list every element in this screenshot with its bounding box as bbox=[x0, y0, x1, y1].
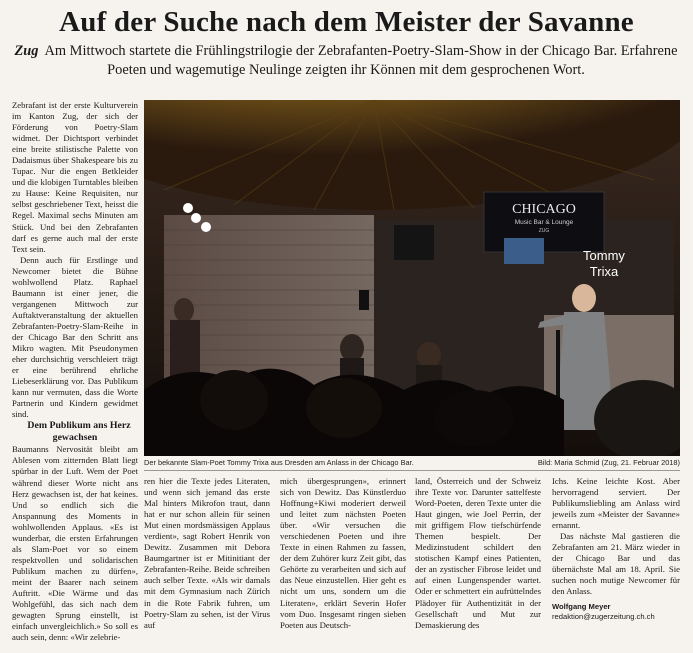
article-photo bbox=[144, 100, 680, 456]
author-name: Wolfgang Meyer bbox=[552, 601, 611, 611]
paragraph: Das nächste Mal gastieren die Zebrafanten am 21. März wieder in der Chicago Bar und das übernächste Mal am 18. April. Sie suchen noch mutige Newcomer für den Anlass. bbox=[552, 531, 680, 597]
photo-caption bbox=[144, 458, 680, 468]
paragraph: Denn auch für Erstlinge und Newcomer bietet die Bühne wohlwollend Platz. Raphael Baumann ist einer jener, die vergangenen Mittwoch zur Auftaktveranstaltung der aktuellen Zebrafanten-Poetry-Slam-Reihe in der Chicago Bar den Schritt ans Mikro wagten. Mit Pseudonymen eher durchsichtig verschleiert trägt er eine berührend ehrliche Liebeserklärung vor. Das Publikum kann nur vermuten, dass die Worte Partnerin und Kindern gewidmet sind. bbox=[12, 254, 138, 420]
photo-screen-name-1: Tommy bbox=[583, 248, 625, 263]
author-signature bbox=[552, 602, 680, 622]
author-email[interactable]: redaktion@zugerzeitung.ch.ch bbox=[552, 611, 655, 621]
paragraph: Zebrafant ist der erste Kulturverein im Kanton Zug, der sich der Förderung von Poetry-Slam widmet. Der Dichtsport verbindet eine breite stilistische Palette von Dadaismus über Shakespeare bis zu Tupac. Nur die engen Betkleider und die klobigen Turntables bleiben zu Hause: Keine Requisiten, nur selbst geschriebener Text, heisst die Regel. Maximal sechs Minuten am Stück. Und bei den Zebrafanten darf es gerne auch mal der erste Text sein. bbox=[12, 100, 138, 254]
photo-sign-small: ZUG bbox=[538, 228, 550, 234]
paragraph: Ichs. Keine leichte Kost. Aber hervorragend serviert. Der Publikumsliebling am Anlass wird jeweils zum «Meister der Savanne» ernannt. bbox=[552, 476, 680, 531]
column-1 bbox=[12, 100, 138, 650]
subheading: Dem Publikum ans Herz gewachsen bbox=[27, 420, 131, 444]
column-3 bbox=[280, 476, 406, 650]
paragraph: land, Österreich und der Schweiz ihre Texte vor. Darunter sattelfeste Word-Poeten, deren Texte unter die Haut gingen, wie Joel Perrin, der mit griffigem Flow tiefschürfende Themen bespielt. Der Medizinstudent schildert den stotischen Kampf eines Patienten, der an zystischer Fibrose leidet und auf einen Lungenspender wartet. Oder er schmettert ein aufrüttelndes Plädoyer für Authentizität in der Gesellschaft und Mut zur Demaskierung des bbox=[415, 476, 541, 630]
column-2 bbox=[144, 476, 270, 650]
lead-text: Am Mittwoch startete die Frühlingstrilogie der Zebrafanten-Poetry-Slam-Show in der Chicago Bar. Erfahrene Poeten und wagemutige Neulinge zeigten ihr Können mit dem gesprochenen Wort. bbox=[44, 43, 678, 78]
divider bbox=[144, 470, 680, 471]
paragraph: Baumanns Nervosität bleibt am Ablesen vom zitternden Blatt liegt spürbar in der Luft. Wem der Poet während dieser Worte nicht ans Herz gewachsen ist, der hat keines. Und so endlich sich die Anspannung des Moments in wohlwollenden Applaus. «Es ist wunderbar, die ersten Erfahrungen als Slam-Poet vor so einem respektvollen und solidarischen Publikum machen zu dürfen», meint der Baarer nach seinem Auftritt. «Die Wärme und das Wohlgefühl, das sich nach dem gewagten Sprung einstellt, ist einfach unvergleichlich.» So soll es auch sein, denn: «Wir zelebrie- bbox=[12, 444, 138, 643]
column-5 bbox=[552, 476, 680, 650]
caption-credit: Bild: Maria Schmid (Zug, 21. Februar 2018) bbox=[537, 458, 680, 467]
paragraph: mich übergesprungen», erinnert sich von Dewitz. Das Künstlerduo Hoffnung+Kiwi moderiert derweil und leitet zum nächsten Poeten über. «Wir versuchen die verschiedenen Poeten und ihre Texte in einen Rahmen zu fassen, der dem Zuhörer kurz Zeit gibt, das Gehörte zu verarbeiten und sich auf das Neue einzustellen. Hier geht es nicht um uns, sondern um die Literaten», erklärt Severin Hofer vom Duo. Insgesamt ringen sieben Poeten aus Deutsch- bbox=[280, 476, 406, 630]
paragraph: ren hier die Texte jedes Literaten, und wenn sich jemand das erste Mal hinters Mikrofon traut, dann hat er nur schon allein für seinen Mut einen mordsmässigen Applaus verdient», sagt Robert Henrik von Dewitz. Zusammen mit Debora Baumgartner ist er Mitinitiant der Zebrafanten-Reihe. Beide schreiben auch selber Texte. «Als wir damals mit dem Gymnasium nach Zürich in die Rote Fabrik fuhren, um Poetry-Slam zu sehen, ist der Virus auf bbox=[144, 476, 270, 630]
column-4 bbox=[415, 476, 541, 650]
lead-paragraph bbox=[12, 42, 680, 80]
caption-text: Der bekannte Slam-Poet Tommy Trixa aus Dresden am Anlass in der Chicago Bar. bbox=[144, 458, 414, 467]
photo-sign-name: CHICAGO bbox=[512, 202, 576, 217]
photo-sign-sub: Music Bar & Lounge bbox=[514, 219, 574, 226]
headline: Auf der Suche nach dem Meister der Savanne bbox=[59, 6, 634, 38]
photo-screen-name-2: Trixa bbox=[589, 264, 619, 279]
lead-kicker: Zug bbox=[14, 43, 39, 59]
